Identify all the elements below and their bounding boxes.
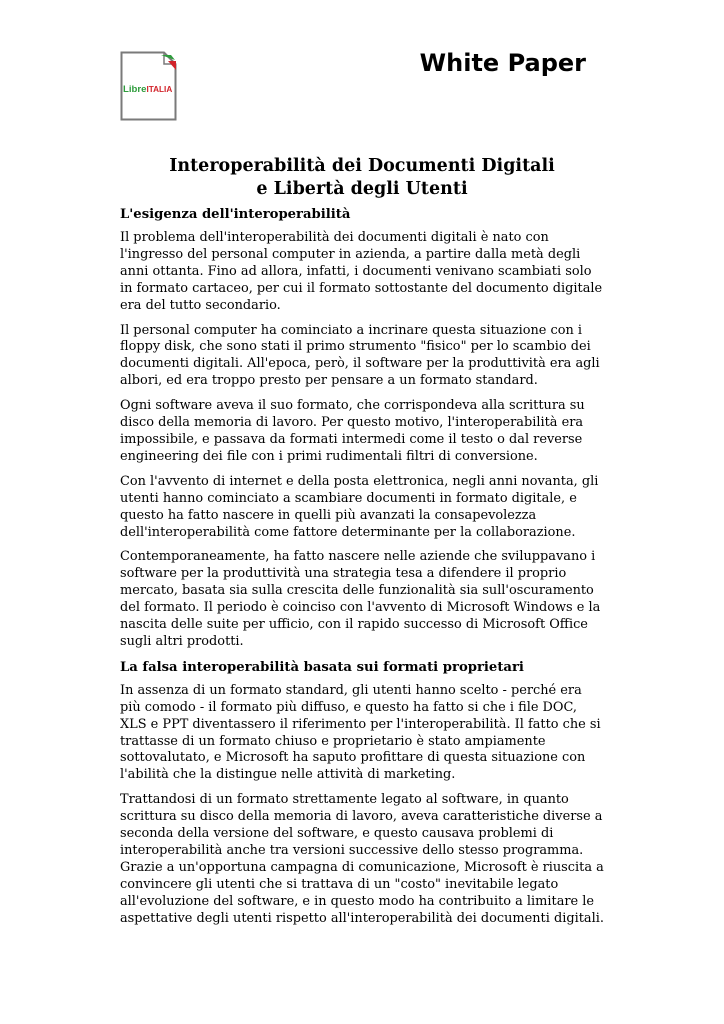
paragraph: Il problema dell'interoperabilità dei documenti digitali è nato con l'ingresso del personal computer in azienda, a partire dalla metà degli anni ottanta. Fino ad allora, infatti, i documenti venivano scambiati solo in formato cartaceo, per cui il formato sottostante del documento digitale era del tutto secondario.	[120, 230, 603, 313]
header-title: White Paper	[419, 49, 586, 77]
svg-text:LibreITALIA	[123, 84, 172, 95]
logo-text-italia: ITALIA	[146, 85, 173, 94]
document-body	[120, 206, 604, 936]
libreitalia-logo	[120, 51, 177, 121]
paragraph: Ogni software aveva il suo formato, che corrispondeva alla scrittura su disco della memoria di lavoro. Per questo motivo, l'interoperabilità era impossibile, e passava da formati intermedi come il testo o dal reverse engineering dei file con i primi rudimentali filtri di conversione.	[120, 398, 585, 464]
section-heading: La falsa interoperabilità basata sui formati proprietari	[120, 659, 524, 675]
document-title	[120, 155, 604, 200]
document-title-line2: e Libertà degli Utenti	[256, 178, 468, 199]
paragraph: Contemporaneamente, ha fatto nascere nelle aziende che sviluppavano i software per la produttività una strategia tesa a difendere il proprio mercato, basata sia sulla crescita delle funzionalità sia sull'oscuramento del formato. Il periodo è coinciso con l'avvento di Microsoft Windows e la nascita delle suite per ufficio, con il rapido successo di Microsoft Office sugli altri prodotti.	[120, 549, 601, 649]
document-title-line1: Interoperabilità dei Documenti Digitali	[169, 156, 555, 176]
paragraph: Il personal computer ha cominciato a incrinare questa situazione con i floppy disk, che sono stati il primo strumento "fisico" per lo scambio dei documenti digitali. All'epoca, però, il software per la produttività era agli albori, ed era troppo presto per pensare a un formato standard.	[120, 322, 600, 389]
paragraph: Con l'avvento di internet e della posta elettronica, negli anni novanta, gli utenti hanno cominciato a scambiare documenti in formato digitale, e questo ha fatto nascere in quelli più avanzati la consapevolezza dell'interoperabilità come fattore determinante per la collaborazione.	[120, 473, 599, 540]
paragraph: Trattandosi di un formato strettamente legato al software, in quanto scrittura su disco della memoria di lavoro, aveva caratteristiche diverse a seconda della versione del software, e questo causava problemi di interoperabilità anche tra versioni successive dello stesso programma. Grazie a un'opportuna campagna di comunicazione, Microsoft è riuscita a convincere gli utenti che si trattava di un "costo" inevitabile legato all'evoluzione del software, e in questo modo ha contribuito a limitare le aspettative degli utenti rispetto all'interoperabilità dei documenti digitali.	[120, 792, 604, 926]
logo-text-libre: Libre	[123, 84, 147, 95]
section-heading: L'esigenza dell'interoperabilità	[120, 207, 351, 222]
paragraph: In assenza di un formato standard, gli utenti hanno scelto - perché era più comodo - il formato più diffuso, e questo ha fatto si che i file DOC, XLS e PPT diventassero il riferimento per l'interoperabilità. Il fatto che si trattasse di un formato chiuso e proprietario è stato ampiamente sottovalutato, e Microsoft ha saputo profittare di questa situazione con l'abilità che la distingue nelle attività di marketing.	[120, 682, 601, 783]
